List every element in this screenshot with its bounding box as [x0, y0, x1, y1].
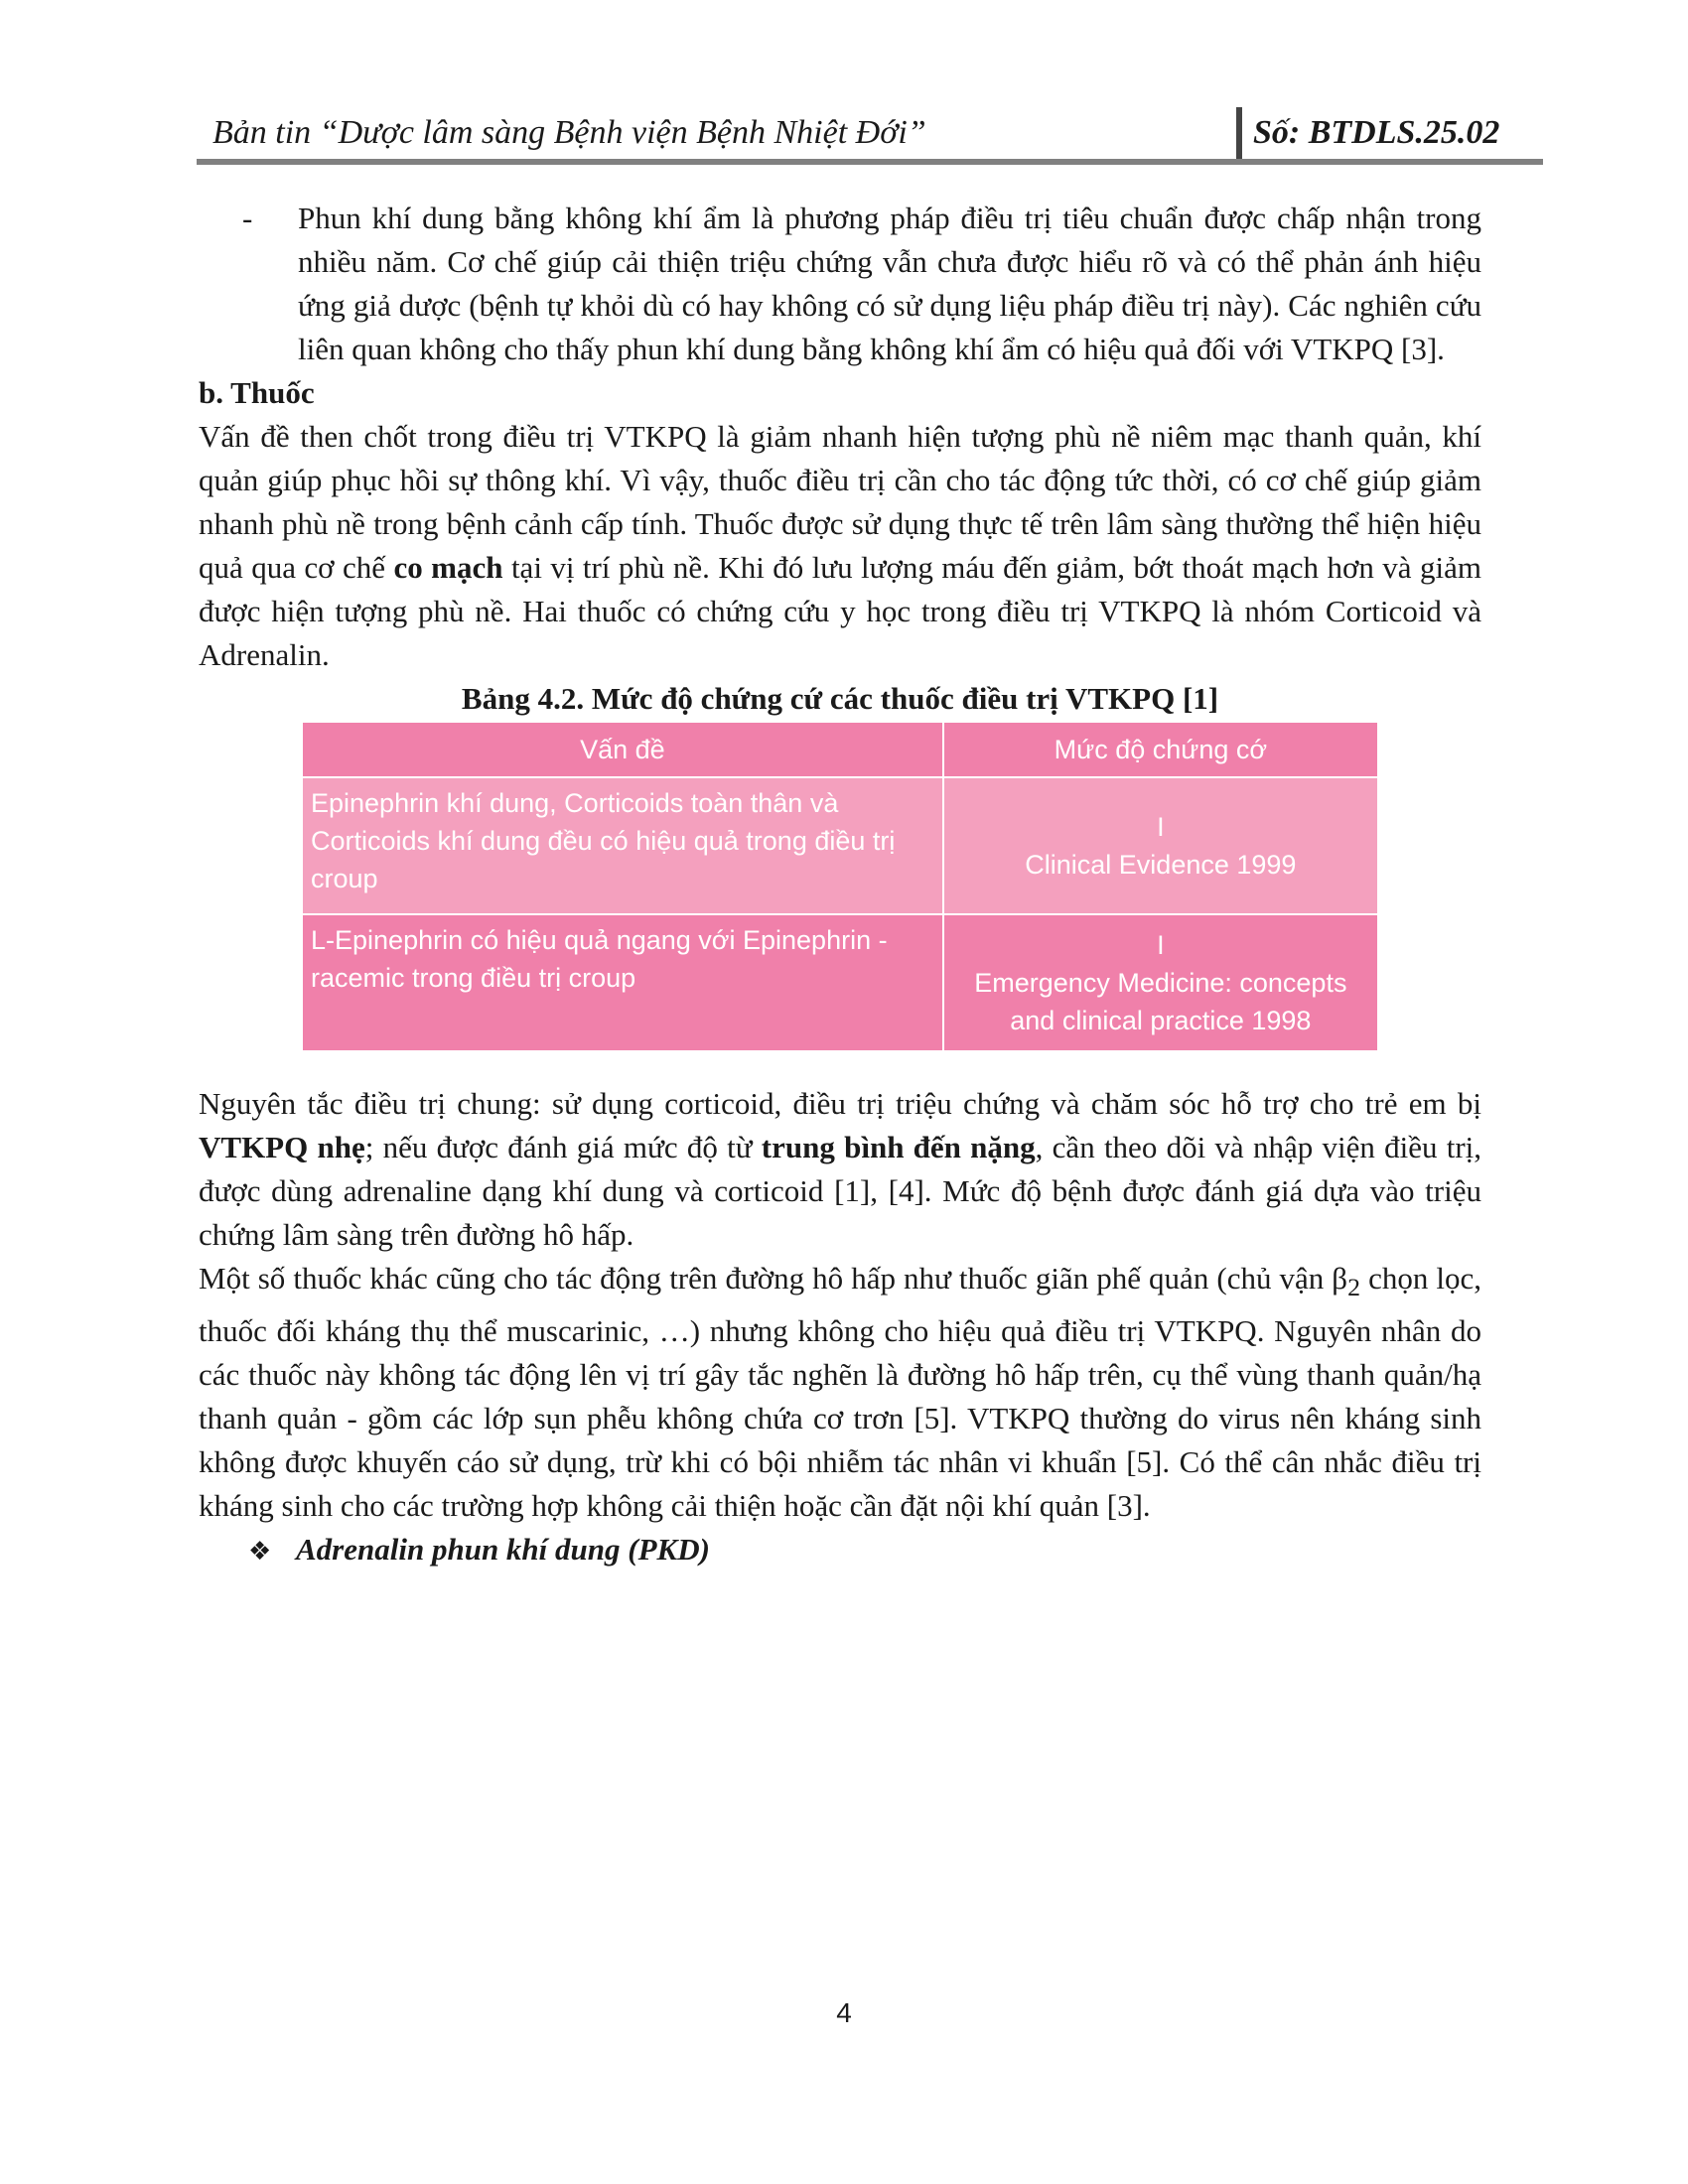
table-cell-issue: L-Epinephrin có hiệu quả ngang với Epinephrin -racemic trong điều trị croup	[302, 914, 943, 1051]
evidence-source: Emergency Medicine: concepts and clinical practice 1998	[974, 968, 1347, 1035]
other-drugs-paragraph	[199, 1257, 1481, 1528]
evidence-table	[301, 721, 1379, 1052]
evidence-level: I	[1157, 812, 1165, 842]
text-run: Nguyên tắc điều trị chung: sử dụng corticoid, điều trị triệu chứng và chăm sóc hỗ trợ cho trẻ em bị	[199, 1086, 1481, 1121]
table-cell-level	[943, 914, 1378, 1051]
diamond-bullet-icon: ❖	[248, 1537, 272, 1568]
subscript: 2	[1347, 1273, 1361, 1302]
emphasis-moderate-severe: trung bình đến nặng	[761, 1130, 1036, 1164]
evidence-level: I	[1157, 930, 1165, 960]
section-heading-drugs: b. Thuốc	[199, 375, 315, 410]
drugs-paragraph	[199, 415, 1481, 677]
table-row	[302, 777, 1378, 914]
emphasis-mild: VTKPQ nhẹ	[199, 1130, 365, 1164]
header-rule	[197, 159, 1543, 165]
bulletin-title: Bản tin “Dược lâm sàng Bệnh viện Bệnh Nhiệt Đới”	[212, 114, 926, 151]
table-cell-issue: Epinephrin khí dung, Corticoids toàn thân và Corticoids khí dung đều có hiệu quả trong điều trị croup	[302, 777, 943, 914]
page-number: 4	[836, 1997, 852, 2028]
text-run: ; nếu được đánh giá mức độ từ	[364, 1130, 762, 1164]
text-run: Vấn đề then chốt trong điều trị VTKPQ là giảm nhanh hiện tượng phù nề niêm mạc thanh quản, khí quản giúp phục hồi sự thông khí. Vì vậy, thuốc điều trị cần cho tác động tức thời, có cơ chế giúp giảm nhanh phù nề trong bệnh cảnh cấp tính. Thuốc được sử dụng thực tế trên lâm sàng thường thể hiện hiệu quả qua cơ chế	[199, 419, 1481, 585]
treatment-principles-paragraph	[199, 1082, 1481, 1257]
table-header-cell: Mức độ chứng cớ	[943, 722, 1378, 777]
text-run: chọn lọc, thuốc đối kháng thụ thể muscarinic, …) nhưng không cho hiệu quả điều trị VTKPQ. Nguyên nhân do các thuốc này không tác động lên vị trí gây tắc nghẽn là đường hô hấp trên, cụ thể vùng thanh quản/hạ thanh quản - gồm các lớp sụn phễu không chứa cơ trơn [5]. VTKPQ thường do virus nên kháng sinh không được khuyến cáo sử dụng, trừ khi có bội nhiễm tác nhân vi khuẩn [5]. Có thể cân nhắc điều trị kháng sinh cho các trường hợp không cải thiện hoặc cần đặt nội khí quản [3].	[199, 1261, 1481, 1524]
adrenalin-subheading	[199, 1528, 1481, 1573]
table-container	[199, 721, 1481, 1052]
table-header-row	[302, 722, 1378, 777]
evidence-source: Clinical Evidence 1999	[1025, 850, 1297, 880]
emphasis-vasoconstriction: co mạch	[393, 550, 503, 585]
bullet-dash: -	[242, 201, 253, 235]
page-body	[199, 197, 1481, 1573]
humidified-air-bullet	[199, 197, 1481, 371]
text-run: tại vị trí phù nề. Khi đó lưu lượng máu đến giảm, bớt thoát mạch hơn và giảm được hiện tượng phù nề. Hai thuốc có chứng cứu y học trong điều trị VTKPQ là nhóm Corticoid và Adrenalin.	[199, 550, 1481, 672]
table-cell-level	[943, 777, 1378, 914]
page-header	[199, 107, 1539, 159]
bulletin-number: Số: BTDLS.25.02	[1253, 114, 1500, 151]
table-caption: Bảng 4.2. Mức độ chứng cứ các thuốc điều trị VTKPQ [1]	[461, 681, 1219, 716]
text-run: Một số thuốc khác cũng cho tác động trên đường hô hấp như thuốc giãn phế quản (chủ vận β	[199, 1261, 1348, 1296]
subheading-text: Adrenalin phun khí dung (PKD)	[296, 1532, 710, 1568]
table-row	[302, 914, 1378, 1051]
header-divider	[1236, 107, 1242, 165]
text-run: , cần theo dõi và nhập viện điều trị, được dùng adrenaline dạng khí dung và corticoid [1], [4]. Mức độ bệnh được đánh giá dựa vào triệu chứng lâm sàng trên đường hô hấp.	[199, 1130, 1481, 1252]
table-header-cell: Vấn đề	[302, 722, 943, 777]
bullet-text: Phun khí dung bằng không khí ẩm là phương pháp điều trị tiêu chuẩn được chấp nhận trong nhiều năm. Cơ chế giúp cải thiện triệu chứng vẫn chưa được hiểu rõ và có thể phản ánh hiệu ứng giả dược (bệnh tự khỏi dù có hay không có sử dụng liệu pháp điều trị này). Các nghiên cứu liên quan không cho thấy phun khí dung bằng không khí ẩm có hiệu quả đối với VTKPQ [3].	[298, 201, 1481, 366]
